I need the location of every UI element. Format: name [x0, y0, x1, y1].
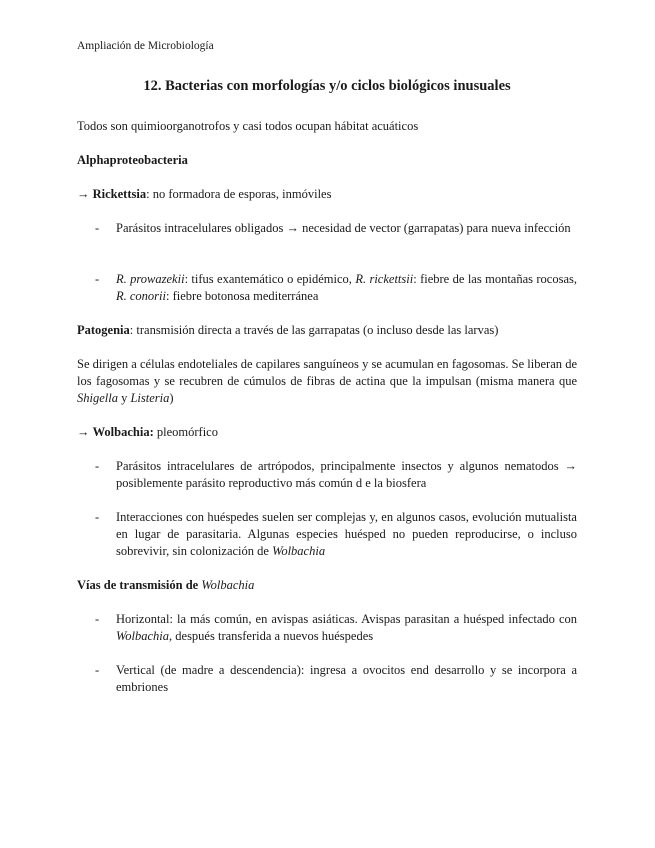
- vias-label: Vías de transmisión de: [77, 578, 202, 592]
- bullet-text: Parásitos intracelulares de artrópodos, principalmente insectos y algunos nematodos → posiblemente parásito reproductivo más común d e la biosfera: [116, 459, 577, 490]
- text-run: : fiebre de las montañas rocosas,: [413, 272, 578, 286]
- bullet-text: [116, 611, 577, 645]
- text-run: Se dirigen a células endoteliales de capilares sanguíneos y se acumulan en fagosomas. Se liberan de los fagosomas y se recubren de cúmulos de fibras de actina que la impulsan (misma manera que: [77, 357, 577, 388]
- wolbachia-desc: pleomórfico: [153, 425, 218, 439]
- running-header: Ampliación de Microbiología: [77, 40, 214, 52]
- rickettsia-desc: : no formadora de esporas, inmóviles: [146, 187, 332, 201]
- text-run: : fiebre botonosa mediterránea: [166, 289, 319, 303]
- wolbachia-line: [77, 424, 577, 441]
- text-run: , después transferida a nuevos huéspedes: [169, 629, 374, 643]
- bullet-dash: -: [95, 221, 100, 235]
- section-heading-alphaproteobacteria: Alphaproteobacteria: [77, 153, 188, 167]
- text-run: : tifus exantemático o epidémico,: [184, 272, 356, 286]
- section-heading-vias: [77, 577, 577, 594]
- bullet-dash: -: [95, 459, 100, 473]
- arrow-glyph: →: [77, 425, 93, 439]
- bullet-text: [116, 271, 577, 305]
- page-title: 12. Bacterias con morfologías y/o ciclos biológicos inusuales: [143, 78, 511, 94]
- species-name: Wolbachia: [116, 629, 170, 643]
- species-name: R. prowazekii: [116, 272, 185, 286]
- bullet-dash: -: [95, 612, 100, 626]
- text-run: y: [117, 391, 131, 405]
- patogenia-label: Patogenia: [77, 323, 130, 337]
- species-name: R. conorii: [116, 289, 166, 303]
- bullet-text: Vertical (de madre a descendencia): ingresa a ovocitos end desarrollo y se incorpora a embriones: [116, 663, 577, 694]
- species-name: R. rickettsii: [355, 272, 414, 286]
- rickettsia-name: Rickettsia: [92, 187, 147, 201]
- species-name: Shigella: [77, 391, 118, 405]
- wolbachia-name: Wolbachia:: [92, 425, 154, 439]
- arrow-glyph: →: [77, 187, 93, 201]
- intro-paragraph: Todos son quimioorganotrofos y casi todos ocupan hábitat acuáticos: [77, 119, 419, 133]
- text-run: Interacciones con huéspedes suelen ser complejas y, en algunos casos, evolución mutualista en lugar de parasitaria. Algunas especies huésped no pueden reproducirse, o incluso sobrevivir, sin colonización de: [116, 510, 577, 558]
- text-run: ): [169, 391, 174, 405]
- bullet-text: [116, 509, 577, 560]
- rickettsia-line: [77, 186, 577, 203]
- patogenia-text: : transmisión directa a través de las garrapatas (o incluso desde las larvas): [129, 323, 499, 337]
- bullet-dash: -: [95, 272, 100, 286]
- bullet-dash: -: [95, 510, 100, 524]
- species-name: Listeria: [130, 391, 170, 405]
- bullet-dash: -: [95, 663, 100, 677]
- bullet-text: Parásitos intracelulares obligados → necesidad de vector (garrapatas) para nueva infección: [116, 221, 571, 235]
- patogenia-paragraph: [77, 322, 577, 339]
- species-name: Wolbachia: [201, 578, 255, 592]
- text-run: Horizontal: la más común, en avispas asiáticas. Avispas parasitan a huésped infectado con: [116, 612, 577, 626]
- species-name: Wolbachia: [272, 544, 326, 558]
- endothelial-paragraph: [77, 356, 577, 407]
